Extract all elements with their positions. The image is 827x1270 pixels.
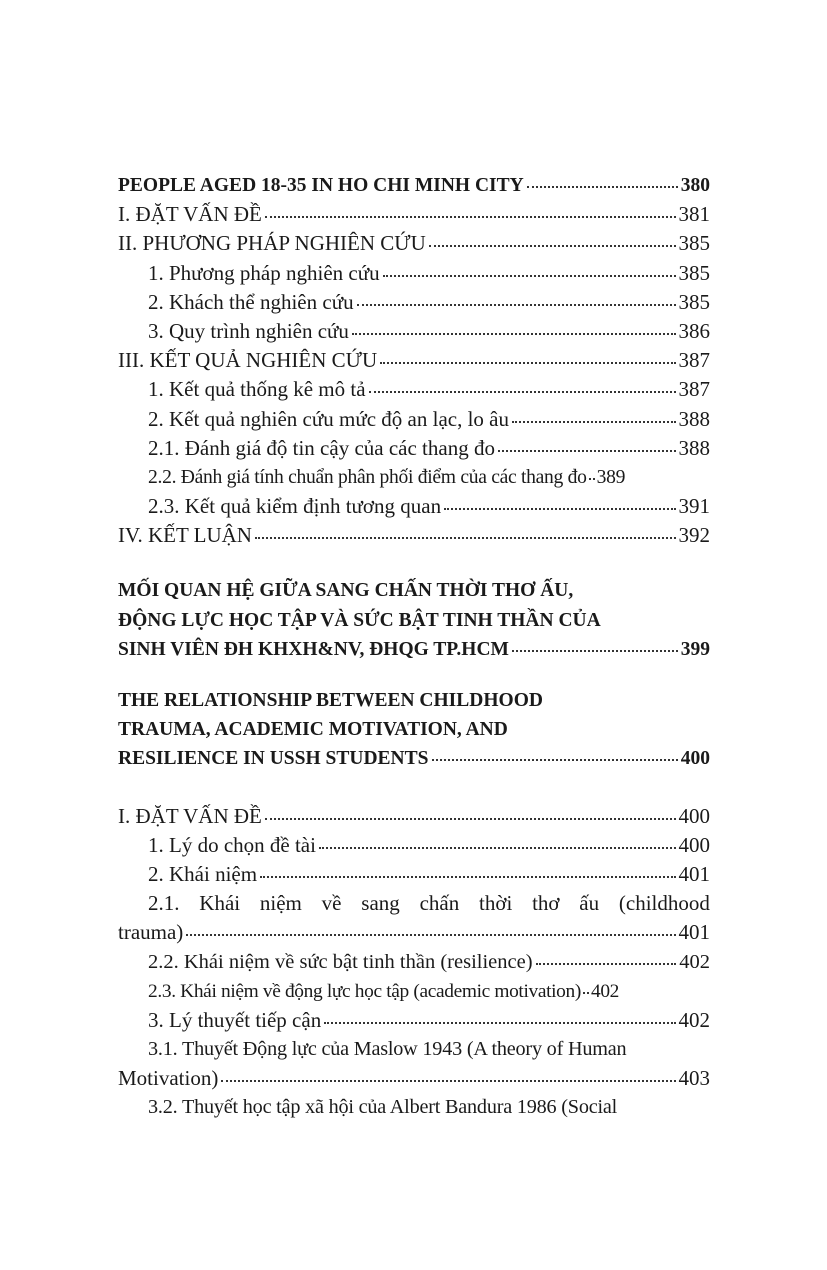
- leader-dots: [444, 508, 675, 510]
- toc-page-number: 401: [678, 861, 710, 886]
- toc-entry-label: Motivation): [118, 1066, 219, 1091]
- leader-dots: [583, 992, 589, 994]
- toc-entry[interactable]: [118, 948, 710, 977]
- leader-dots: [498, 450, 676, 452]
- toc-entry[interactable]: [118, 1006, 710, 1035]
- toc-entry-label: 2.2. Khái niệm về sức bật tinh thần (resilience): [148, 950, 533, 973]
- toc-entry[interactable]: [118, 635, 710, 664]
- toc-entry[interactable]: [118, 918, 710, 947]
- leader-dots: [432, 759, 678, 761]
- toc-page-number: 403: [678, 1066, 710, 1091]
- toc-page-number: 385: [678, 289, 710, 314]
- toc-entry[interactable]: [118, 521, 710, 550]
- toc-entry-label: 2.1. Đánh giá độ tin cậy của các thang đo: [148, 435, 495, 460]
- toc-page-number: 401: [678, 920, 710, 945]
- toc-entry[interactable]: [118, 977, 710, 1006]
- toc-page-number: 400: [678, 832, 710, 857]
- toc-entry-wrapped-first-line[interactable]: [118, 889, 710, 918]
- word: chấn: [419, 891, 460, 916]
- toc-entry-label: IV. KẾT LUẬN: [118, 523, 252, 548]
- toc-entry-label: 2.3. Kết quả kiểm định tương quan: [148, 494, 442, 519]
- toc-page-number: 399: [680, 638, 710, 660]
- toc-entry[interactable]: [118, 200, 710, 229]
- toc-page-number: 402: [679, 950, 710, 973]
- toc-entry-label: RESILIENCE IN USSH STUDENTS: [118, 748, 429, 770]
- toc-page-number: 392: [678, 523, 710, 548]
- leader-dots: [260, 876, 675, 878]
- toc-page-number: 380: [680, 175, 710, 196]
- toc-page-number: 385: [678, 260, 710, 285]
- toc-entry[interactable]: [118, 463, 710, 492]
- toc-page-number: 387: [678, 348, 710, 373]
- chapter-title-line: MỐI QUAN HỆ GIỮA SANG CHẤN THỜI THƠ ẤU,: [118, 580, 574, 602]
- toc-entry-label: 1. Kết quả thống kê mô tả: [148, 377, 366, 402]
- leader-dots: [429, 245, 676, 247]
- toc-page-number: 400: [680, 748, 710, 770]
- toc-entry[interactable]: [118, 831, 710, 860]
- leader-dots: [319, 847, 676, 849]
- leader-dots: [536, 963, 677, 965]
- toc-entry[interactable]: [118, 317, 710, 346]
- toc-page-number: 388: [678, 406, 710, 431]
- toc-page-number: 387: [678, 377, 710, 402]
- chapter-title-line: THE RELATIONSHIP BETWEEN CHILDHOOD: [118, 690, 543, 711]
- toc-entry-wrapped-first-line[interactable]: [118, 1093, 710, 1122]
- toc-page-number: 400: [678, 803, 710, 828]
- toc-entry-label: 2.2. Đánh giá tính chuẩn phân phối điểm của các thang đo: [148, 466, 587, 488]
- leader-dots: [357, 304, 676, 306]
- toc-entry[interactable]: [118, 492, 710, 521]
- word: niệm: [259, 891, 302, 916]
- toc-entry[interactable]: [118, 259, 710, 288]
- chapter-title-line: ĐỘNG LỰC HỌC TẬP VÀ SỨC BẬT TINH THẦN CỦA: [118, 609, 601, 631]
- word: thời: [479, 891, 513, 916]
- leader-dots: [265, 216, 676, 218]
- toc-entry-label: trauma): [118, 920, 184, 945]
- toc-page-number: 385: [678, 231, 710, 256]
- toc-entry-label: I. ĐẶT VẤN ĐỀ: [118, 202, 262, 227]
- word: Khái: [199, 891, 241, 916]
- toc-entry-label: 2.3. Khái niệm về động lực học tập (academic motivation): [148, 980, 581, 1002]
- toc-entry[interactable]: [118, 288, 710, 317]
- leader-dots: [324, 1022, 675, 1024]
- leader-dots: [369, 391, 676, 393]
- toc-page-number: 389: [596, 466, 626, 488]
- leader-dots: [265, 818, 676, 820]
- word: về: [321, 891, 342, 916]
- word: sang: [361, 891, 400, 916]
- toc-entry[interactable]: [118, 434, 710, 463]
- leader-dots: [589, 478, 595, 480]
- toc-entry-label: III. KẾT QUẢ NGHIÊN CỨU: [118, 348, 378, 373]
- toc-entry-label: 3. Lý thuyết tiếp cận: [148, 1007, 322, 1032]
- toc-page-number: 388: [678, 435, 710, 460]
- leader-dots: [512, 421, 676, 423]
- word: thơ: [532, 891, 560, 916]
- leader-dots: [221, 1080, 675, 1082]
- leader-dots: [255, 537, 676, 539]
- toc-entry[interactable]: [118, 405, 710, 434]
- leader-dots: [383, 275, 676, 277]
- toc-entry[interactable]: [118, 171, 710, 200]
- toc-entry-label: I. ĐẶT VẤN ĐỀ: [118, 803, 262, 828]
- toc-entry-label: SINH VIÊN ĐH KHXH&NV, ĐHQG TP.HCM: [118, 638, 509, 660]
- toc-page-number: 386: [678, 318, 710, 343]
- toc-entry-label: 1. Lý do chọn đề tài: [148, 832, 316, 857]
- toc-entry[interactable]: [118, 744, 710, 773]
- toc-entry-label: 3.2. Thuyết học tập xã hội của Albert Bandura 1986 (Social: [148, 1096, 618, 1119]
- toc-entry[interactable]: [118, 346, 710, 375]
- leader-dots: [380, 362, 675, 364]
- toc-page-number: 391: [678, 494, 710, 519]
- toc-entry-label: II. PHƯƠNG PHÁP NGHIÊN CỨU: [118, 231, 426, 256]
- toc-entry[interactable]: [118, 860, 710, 889]
- toc-page-number: 402: [678, 1007, 710, 1032]
- toc-entry[interactable]: [118, 229, 710, 258]
- toc-entry-label: 2. Khách thể nghiên cứu: [148, 289, 354, 314]
- word: (childhood: [618, 891, 710, 916]
- toc-page-number: 381: [678, 202, 710, 227]
- word: ấu: [579, 891, 600, 916]
- chapter-title-line: TRAUMA, ACADEMIC MOTIVATION, AND: [118, 719, 508, 741]
- toc-entry-wrapped-first-line[interactable]: [118, 1035, 710, 1064]
- word: 2.1.: [148, 891, 180, 916]
- toc-entry-label: PEOPLE AGED 18-35 IN HO CHI MINH CITY: [118, 175, 524, 196]
- toc-entry-label: 3.1. Thuyết Động lực của Maslow 1943 (A theory of Human: [148, 1038, 627, 1061]
- toc-entry-label: 3. Quy trình nghiên cứu: [148, 318, 349, 343]
- leader-dots: [352, 333, 676, 335]
- toc-page-number: 402: [590, 980, 620, 1002]
- toc-entry-label: 1. Phương pháp nghiên cứu: [148, 260, 380, 285]
- toc-entry[interactable]: [118, 375, 710, 404]
- leader-dots: [186, 934, 675, 936]
- toc-entry[interactable]: [118, 802, 710, 831]
- toc-entry[interactable]: [118, 1064, 710, 1093]
- table-of-contents: [118, 171, 710, 1123]
- leader-dots: [512, 650, 678, 652]
- leader-dots: [527, 186, 678, 188]
- toc-entry-label: 2. Khái niệm: [148, 861, 258, 886]
- toc-entry-label: 2. Kết quả nghiên cứu mức độ an lạc, lo âu: [148, 406, 509, 431]
